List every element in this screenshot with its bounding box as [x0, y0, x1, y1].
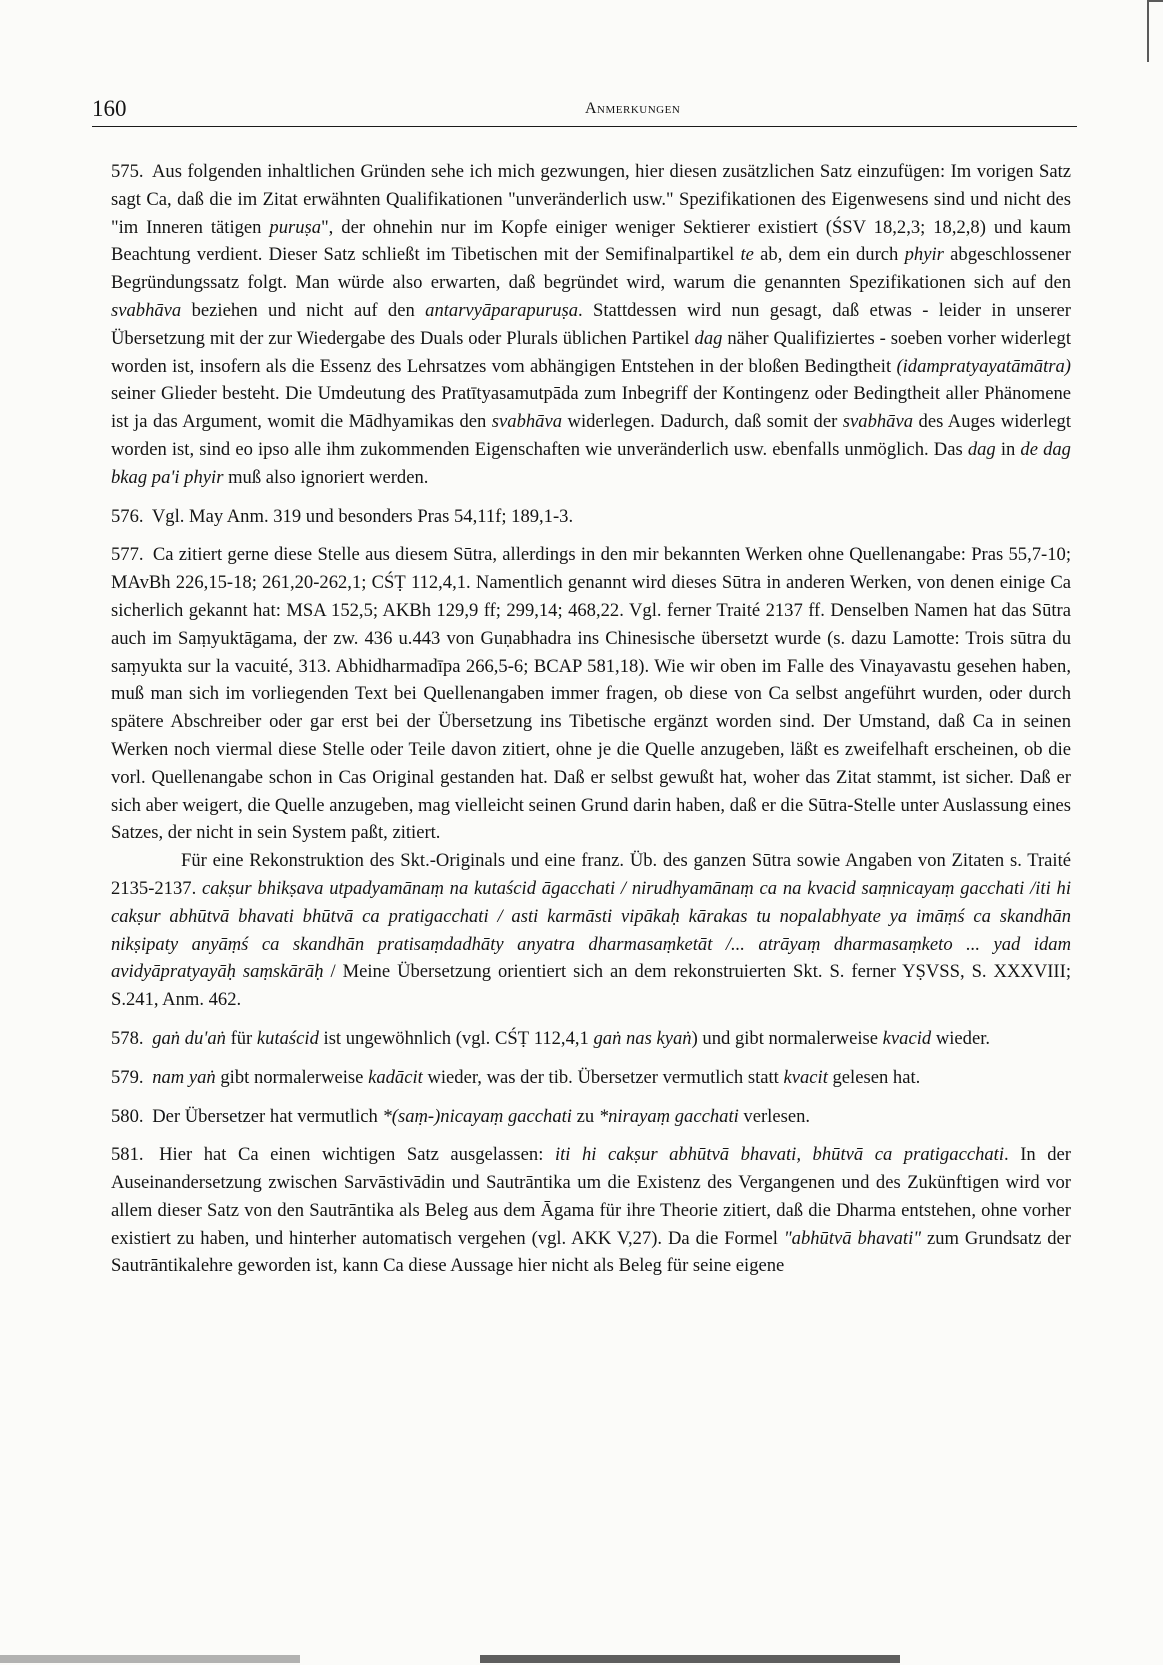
- note-text: seiner Glieder besteht. Die Umdeutung des Pratītyasamutpāda zum Inbegriff der Kontingenz oder Bedingtheit aller Phänomene ist ja das Argument, womit die Mādhyamikas den: [111, 383, 1071, 433]
- note-text: gibt normalerweise: [215, 1066, 369, 1088]
- page-number: 160: [92, 96, 127, 121]
- note-text: Ca zitiert gerne diese Stelle aus diesem Sūtra, allerdings in den mir bekannten Werken ohne Quellenangabe: Pras 55,7-10; MAvBh 226,15-18; 261,20-262,1; CŚṬ 112,4,1. Namentlich genannt wird dieses Sūtra in anderen Werken, von denen einige Ca sicherlich gekannt hat: MSA 152,5; AKBh 129,9 ff; 299,14; 468,22. Vgl. ferner Traité 2137 ff. Denselben Namen hat das Sūtra auch im Saṃyuktāgama, der zw. 436 u.443 von Guṇabhadra ins Chinesische übersetzt wurde (s. dazu Lamotte: Trois sūtra du saṃyukta sur la vacuité, 313. Abhidharmadīpa 266,5-6; BCAP 581,18). Wie wir oben im Falle des Vinayavastu gesehen haben, muß man sich im vorliegenden Text bei Quellenangaben immer fragen, ob diese von Ca selbst angeführt wurden, oder durch spätere Abschreiber oder gar erst bei der Übersetzung ins Tibetische ergänzt worden sind. Der Umstand, daß Ca in seinen Werken noch viermal diese Stelle oder Teile davon zitiert, ohne je die Quelle anzugeben, läßt es zweifelhaft erscheinen, ob die vorl. Quellenangabe schon in Cas Original gestanden hat. Daß er selbst gewußt hat, woher das Zitat stammt, ist sicher. Daß er sich aber weigert, die Quelle anzugeben, mag vielleicht seinen Grund darin haben, daß er die Sūtra-Stelle unter Auslassung eines Satzes, der nicht in sein System paßt, zitiert.: [111, 544, 1071, 844]
- note-text: . Stattdessen wird nun gesagt, daß etwas - leider in unserer Übersetzung mit der zur Wiedergabe des Duals oder Plurals üblichen Partikel: [111, 299, 1071, 349]
- note-text: . In der Auseinandersetzung zwischen Sarvāstivādin und Sautrāntika um die Existenz des Vergangenen und des Zukünftigen wird vor allem dieser Satz von den Sautrāntika als Beleg aus dem Āgama für ihre Theorie zitiert, daß die Dharma entstehen, ohne vorher existiert zu haben, und hinterher automatisch vergehen (vgl. AKK V,27). Da die Formel: [111, 1144, 1071, 1249]
- italic-term: svabhāva: [111, 299, 182, 321]
- note-text: ", der ohnehin nur im Kopfe einiger weniger Sektierer existiert (ŚSV 18,2,3; 18,2,8) und kaum Beachtung verdient. Dieser Satz schließt im Tibetischen mit der Semifinalpartikel: [111, 216, 1071, 266]
- endnote: [111, 1141, 1071, 1280]
- note-text: ab, dem ein durch: [753, 244, 905, 266]
- note-text: des Auges widerlegt worden ist, sind eo ipso alle ihm zukommenden Eigenschaften wie unveränderlich usw. ebenfalls unmöglich. Das: [111, 411, 1071, 460]
- italic-term: de dag bkag pa'i phyir: [111, 438, 1071, 488]
- note-text: für: [225, 1027, 257, 1049]
- italic-term: dag: [694, 327, 723, 349]
- note-text: widerlegen. Dadurch, daß somit der: [562, 411, 843, 433]
- italic-term: gaṅ nas kyaṅ: [593, 1027, 692, 1049]
- note-text: ist ungewöhnlich (vgl. CŚṬ 112,4,1: [318, 1027, 594, 1049]
- italic-term: antarvyāparapuruṣa: [425, 299, 579, 321]
- italic-term: svabhāva: [842, 411, 914, 433]
- italic-term: (idampratyayatāmātra): [896, 355, 1071, 377]
- note-text: in: [995, 438, 1021, 460]
- italic-term: dag: [967, 438, 996, 460]
- endnote-continuation: [111, 847, 1071, 1014]
- italic-term: cakṣur bhikṣava utpadyamānaṃ na kutaścid āgacchati / nirudhyamānaṃ ca na kvacid saṃnicayaṃ gacchati /iti hi cakṣur abhūtvā bhavati bhūtvā ca pratigacchati / asti karmāsti vipākaḥ kārakas tu nopalabhyate ya imāṃś ca skandhān nikṣipaty anyāṃś ca skandhān pratisaṃdadhāty anyatra dharmasaṃketāt /... atrāyaṃ dharmasaṃketo ... yad idam avidyāpratyayāḥ saṃskārāḥ: [111, 877, 1071, 983]
- crop-mark: [1147, 0, 1163, 62]
- running-title: Anmerkungen: [585, 100, 681, 117]
- endnote: [111, 1103, 1071, 1131]
- endnote-number: 576.: [111, 505, 144, 527]
- endnote: [111, 158, 1071, 492]
- endnote-number: 580.: [111, 1105, 144, 1127]
- endnote-number: 581.: [111, 1144, 144, 1166]
- endnote: [111, 1064, 1071, 1092]
- note-text: Hier hat Ca einen wichtigen Satz ausgelassen:: [159, 1144, 555, 1166]
- note-text: wieder, was der tib. Übersetzer vermutlich statt: [422, 1066, 784, 1088]
- page-header: [92, 96, 1077, 127]
- italic-term: *nirayaṃ gacchati: [598, 1105, 739, 1127]
- italic-term: kvacit: [783, 1066, 828, 1088]
- note-text: gelesen hat.: [827, 1066, 921, 1088]
- scan-artifact-left: [0, 1655, 300, 1663]
- note-text: verlesen.: [738, 1105, 811, 1127]
- note-text: Aus folgenden inhaltlichen Gründen sehe ich mich gezwungen, hier diesen zusätzlichen Satz einzufügen: Im vorigen Satz sagt Ca, daß die im Zitat erwähnten Qualifikationen "unveränderlich usw." Spezifikationen des Eigenwesens sind und nicht des "im Inneren tätigen: [111, 161, 1071, 238]
- note-text: zum Grundsatz der Sautrāntikalehre geworden ist, kann Ca diese Aussage hier nicht als Beleg für seine eigene: [111, 1227, 1071, 1277]
- note-text: wieder.: [931, 1027, 991, 1049]
- endnote-number: 577.: [111, 544, 144, 566]
- note-text: muß also ignoriert werden.: [223, 466, 429, 488]
- italic-term: iti hi cakṣur abhūtvā bhavati, bhūtvā ca pratigacchati: [554, 1144, 1004, 1166]
- note-text: zu: [571, 1105, 599, 1127]
- note-text: Der Übersetzer hat vermutlich: [152, 1105, 383, 1127]
- endnote: [111, 1025, 1071, 1053]
- note-text: Für eine Rekonstruktion des Skt.-Originals und eine franz. Üb. des ganzen Sūtra sowie Angaben von Zitaten s. Traité 2135-2137.: [111, 850, 1071, 899]
- italic-term: phyir: [904, 244, 944, 266]
- note-text: Vgl. May Anm. 319 und besonders Pras 54,11f; 189,1-3.: [151, 505, 574, 527]
- italic-term: nam yaṅ: [152, 1066, 216, 1088]
- scan-artifact-center: [480, 1655, 900, 1663]
- note-text: / Meine Übersetzung orientiert sich an dem rekonstruierten Skt. S. ferner YṢVSS, S. XXXVIII; S.241, Anm. 462.: [111, 961, 1071, 1011]
- italic-term: *(saṃ-)nicayaṃ gacchati: [382, 1105, 572, 1127]
- italic-term: kutaścid: [256, 1027, 319, 1049]
- endnotes-body: [111, 158, 1071, 1291]
- italic-term: gaṅ du'aṅ: [152, 1027, 226, 1049]
- note-text: beziehen und nicht auf den: [181, 299, 426, 321]
- note-text: abgeschlossener Begründungssatz folgt. Man würde also erwarten, daß begründet wird, warum die genannten Spezifikationen sich auf den: [111, 244, 1071, 294]
- italic-term: "abhūtvā bhavati": [783, 1227, 922, 1249]
- italic-term: puruṣa: [269, 216, 322, 238]
- endnote-number: 575.: [111, 161, 144, 182]
- note-text: näher Qualifiziertes - soeben vorher widerlegt worden ist, insofern als die Essenz des Lehrsatzes vom abhängigen Entstehen in der bloßen Bedingtheit: [111, 327, 1071, 377]
- italic-term: kadācit: [368, 1066, 423, 1088]
- endnote-number: 579.: [111, 1066, 144, 1088]
- endnote-number: 578.: [111, 1027, 144, 1049]
- note-text: ) und gibt normalerweise: [691, 1027, 883, 1049]
- italic-term: te: [740, 244, 754, 266]
- endnote: [111, 541, 1071, 847]
- italic-term: svabhāva: [491, 411, 563, 433]
- endnote: [111, 503, 1071, 531]
- italic-term: kvacid: [882, 1027, 932, 1049]
